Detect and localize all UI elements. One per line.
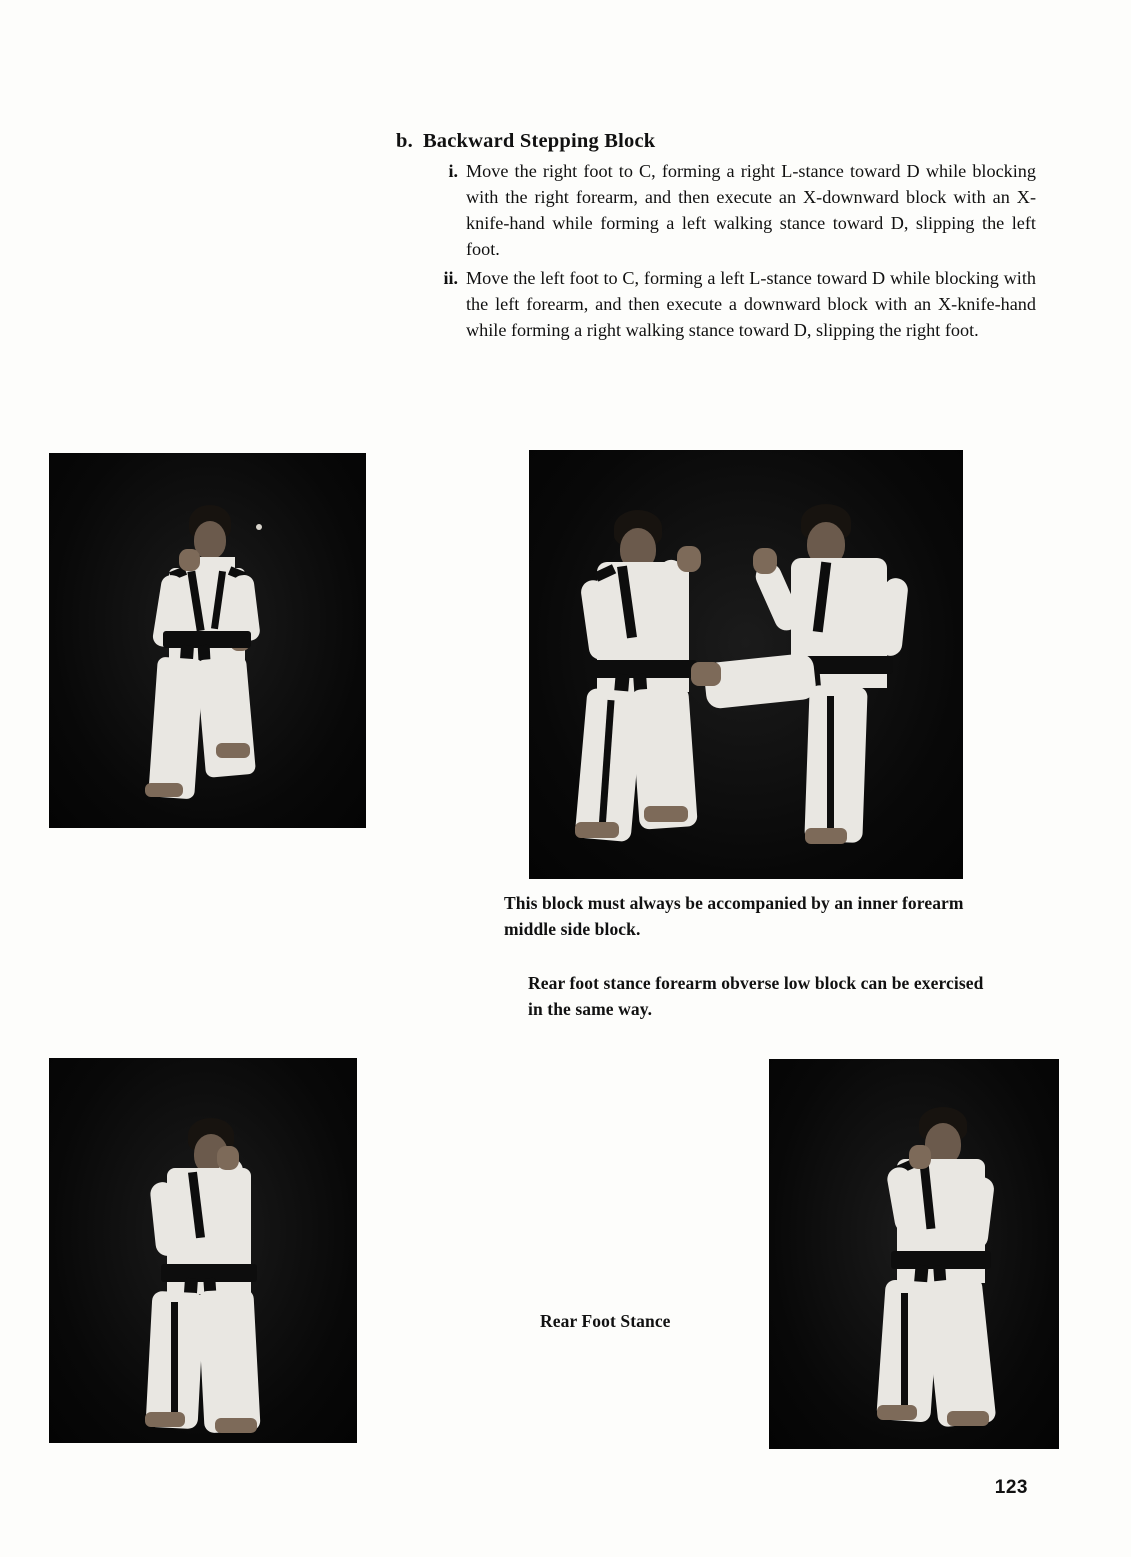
- caption-rear-note: Rear foot stance forearm obverse low block can be exercised in the same way.: [528, 973, 984, 1020]
- steps-list: [396, 159, 1036, 344]
- caption-rear-foot-stance: Rear Foot Stance: [540, 1311, 671, 1331]
- photo-right-bottom: [769, 1059, 1059, 1449]
- section-heading: [396, 130, 1036, 153]
- caption-block-note: This block must always be accompanied by an inner forearm middle side block.: [504, 893, 964, 940]
- step-number: i.: [448, 161, 458, 181]
- step-number: ii.: [443, 268, 458, 289]
- list-item: [432, 266, 1036, 344]
- section-title: Backward Stepping Block: [422, 130, 656, 152]
- photo-left-top: [49, 453, 366, 828]
- step-text: Move the left foot to C, forming a left L-stance toward D while blocking with the left forearm, and then execute a downward block with an X-knife-hand while forming a right walking stance toward D, slipping the right foot.: [466, 268, 1036, 341]
- list-item: [432, 159, 1036, 262]
- section-marker: b.: [396, 130, 413, 152]
- photo-main: [529, 450, 963, 879]
- step-text: Move the right foot to C, forming a right L-stance toward D while blocking with the right forearm, and then execute an X-downward block with an X-knife-hand while forming a left walking stance toward D, slipping the left foot.: [466, 161, 1036, 259]
- text-column: [396, 130, 1036, 348]
- page-number: 123: [994, 1477, 1028, 1498]
- photo-left-bottom: [49, 1058, 357, 1443]
